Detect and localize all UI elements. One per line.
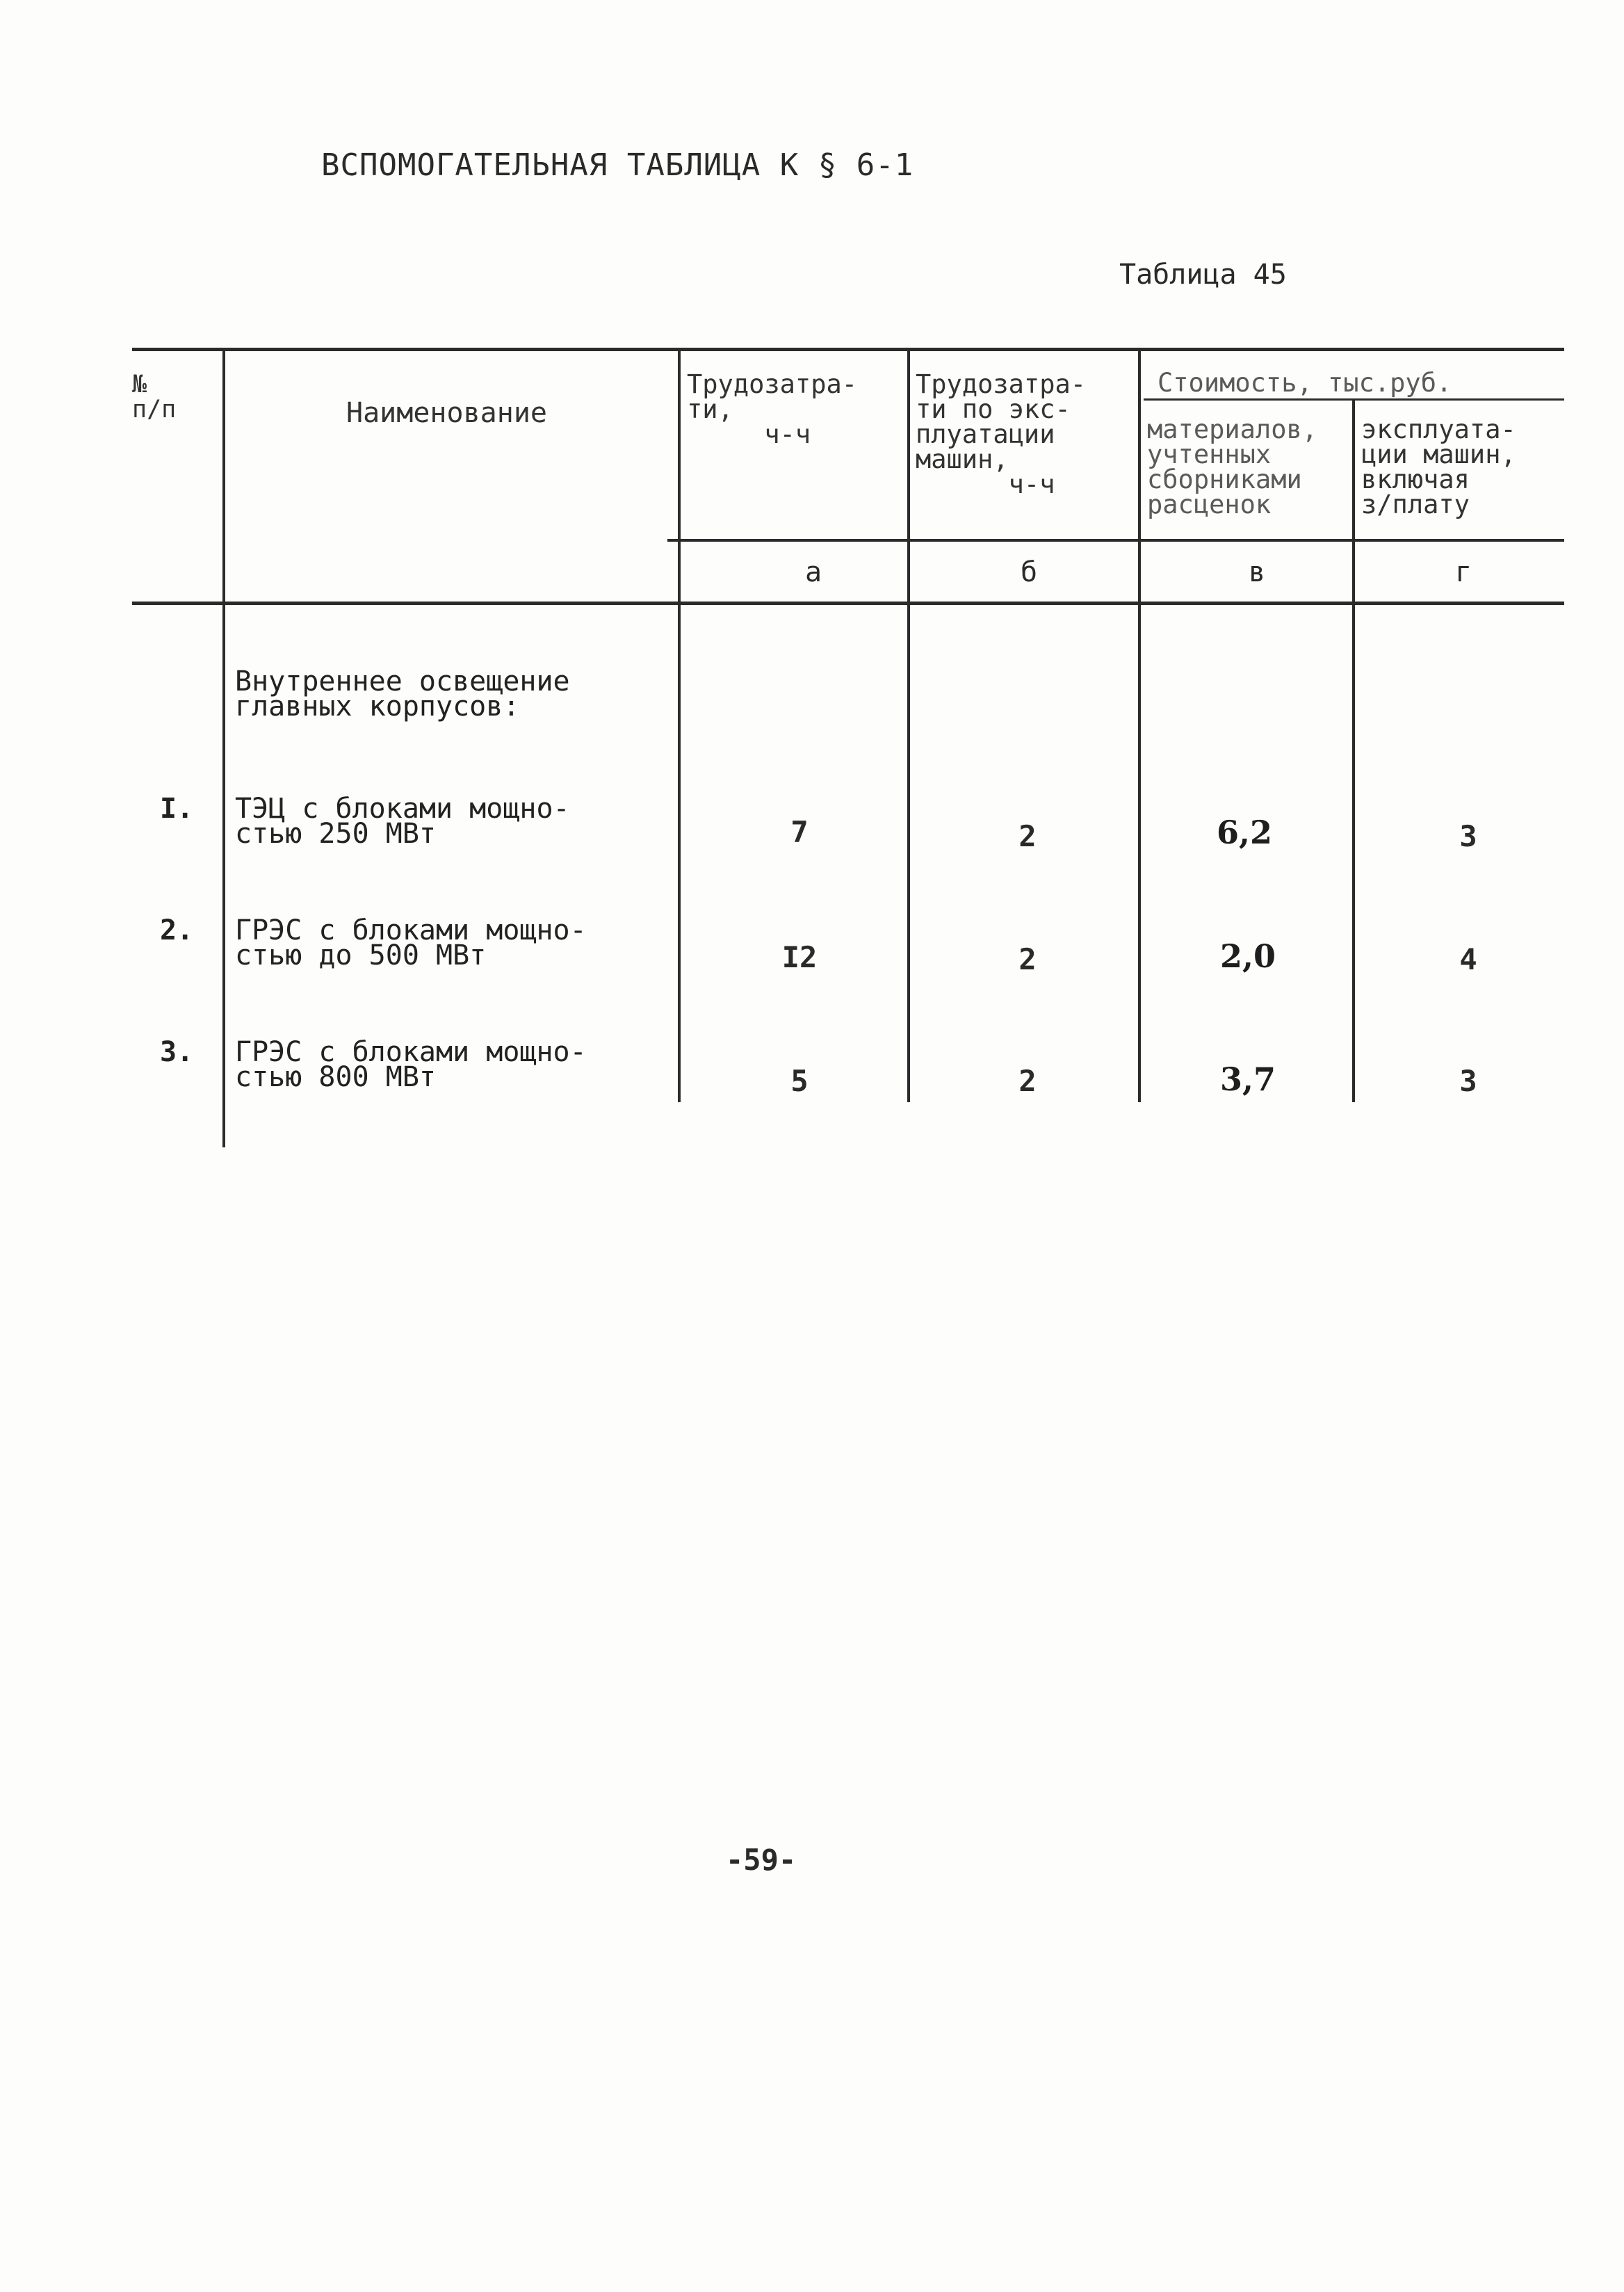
- header-name: Наименование: [346, 397, 547, 429]
- top-rule: [132, 348, 1564, 351]
- col-divider-3: [907, 351, 910, 1102]
- row-cost-machines: 3: [1459, 819, 1477, 853]
- header-cost-materials: материалов, учтенных сборниками расценок: [1147, 414, 1318, 519]
- page-number: -59-: [726, 1843, 797, 1877]
- col-letter-c: в: [1248, 556, 1266, 588]
- row-cost-materials: 2,0: [1219, 937, 1276, 975]
- col-divider-1: [222, 351, 225, 1147]
- row-labor-machines: 2: [1018, 1064, 1037, 1098]
- letters-rule: [667, 539, 1564, 542]
- page-heading: ВСПОМОГАТЕЛЬНАЯ ТАБЛИЦА К § 6-1: [321, 147, 914, 183]
- col-letter-b: б: [1020, 556, 1038, 588]
- header-cost-machines: эксплуата- ции машин, включая з/плату: [1361, 414, 1516, 519]
- header-cost-group: Стоимость, тыс.руб.: [1158, 368, 1452, 398]
- row-cost-materials: 3,7: [1219, 1060, 1276, 1098]
- header-bottom-rule: [132, 602, 1564, 605]
- col-letter-a: а: [804, 556, 822, 588]
- row-name: ГРЭС с блоками мощно- стью до 500 МВт: [235, 914, 587, 971]
- row-cost-machines: 3: [1459, 1064, 1477, 1098]
- row-cost-machines: 4: [1459, 942, 1477, 976]
- row-labor: 7: [790, 815, 809, 849]
- row-labor: 5: [790, 1064, 809, 1098]
- row-labor-machines: 2: [1018, 942, 1037, 976]
- row-number: 2.: [160, 914, 194, 946]
- table-number: Таблица 45: [1119, 259, 1287, 291]
- row-name: ГРЭС с блоками мощно- стью 800 МВт: [235, 1036, 587, 1093]
- row-name: ТЭЦ с блоками мощно- стью 250 МВт: [235, 793, 570, 850]
- col-divider-2: [678, 351, 681, 1102]
- row-labor-machines: 2: [1018, 819, 1037, 853]
- header-num: № п/п: [132, 371, 177, 423]
- col-divider-4: [1138, 351, 1141, 1102]
- header-labor: Трудозатра- ти, ч-ч: [687, 369, 858, 449]
- row-number: 3.: [160, 1036, 194, 1068]
- row-cost-materials: 6,2: [1216, 814, 1273, 851]
- row-labor: I2: [781, 940, 818, 974]
- section-title: Внутреннее освещение главных корпусов:: [235, 665, 570, 723]
- header-labor-machines: Трудозатра- ти по экс- плуатации машин, ч-ч: [916, 369, 1087, 499]
- col-letter-d: г: [1454, 556, 1472, 588]
- col-divider-5: [1352, 398, 1355, 1102]
- row-number: I.: [160, 793, 194, 825]
